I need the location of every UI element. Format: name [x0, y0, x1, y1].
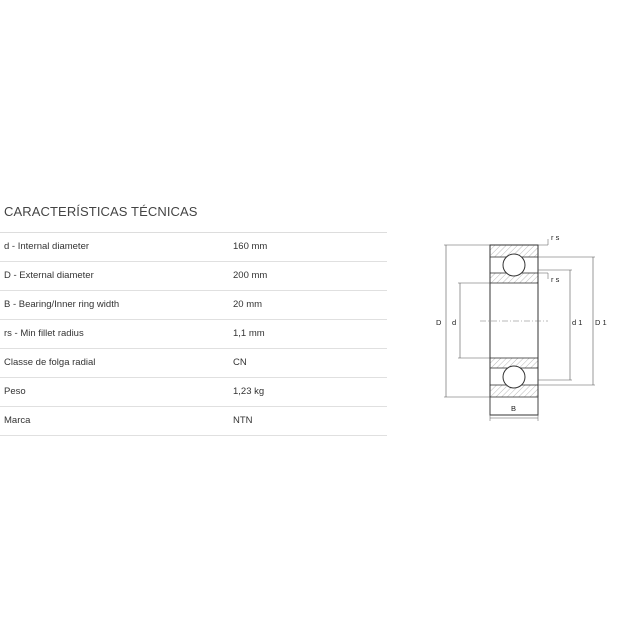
- label-d1: d 1: [572, 318, 583, 327]
- section-title: CARACTERÍSTICAS TÉCNICAS: [4, 204, 198, 219]
- spec-value: 200 mm: [233, 270, 268, 281]
- spec-label: Classe de folga radial: [4, 357, 96, 368]
- spec-value: 1,23 kg: [233, 386, 265, 397]
- spec-row-external-diameter: [0, 262, 387, 291]
- label-rs-top: r s: [551, 233, 560, 242]
- bearing-cross-section: [430, 225, 620, 425]
- spec-label: rs - Min fillet radius: [4, 328, 84, 339]
- spec-row-radial-clearance: [0, 349, 387, 378]
- spec-label: Peso: [4, 386, 26, 397]
- spec-row-internal-diameter: [0, 233, 387, 262]
- spec-value: 1,1 mm: [233, 328, 265, 339]
- spec-value: NTN: [233, 415, 253, 426]
- spec-label: d - Internal diameter: [4, 241, 90, 252]
- spec-value: 160 mm: [233, 241, 268, 252]
- label-d: d: [452, 318, 457, 327]
- spec-row-weight: [0, 378, 387, 407]
- label-B: B: [511, 404, 517, 413]
- spec-row-fillet-radius: [0, 320, 387, 349]
- spec-label: D - External diameter: [4, 270, 94, 281]
- spec-row-brand: [0, 407, 387, 436]
- label-D1: D 1: [595, 318, 607, 327]
- spec-label: Marca: [4, 415, 31, 426]
- ball-top: [503, 254, 525, 276]
- ball-bottom: [503, 366, 525, 388]
- bearing-diagram: [430, 225, 620, 425]
- spec-table: [0, 232, 387, 436]
- label-rs-mid: r s: [551, 275, 560, 284]
- spec-value: CN: [233, 357, 247, 368]
- spec-value: 20 mm: [233, 299, 263, 310]
- label-D: D: [436, 318, 442, 327]
- spec-row-width: [0, 291, 387, 320]
- spec-label: B - Bearing/Inner ring width: [4, 299, 120, 310]
